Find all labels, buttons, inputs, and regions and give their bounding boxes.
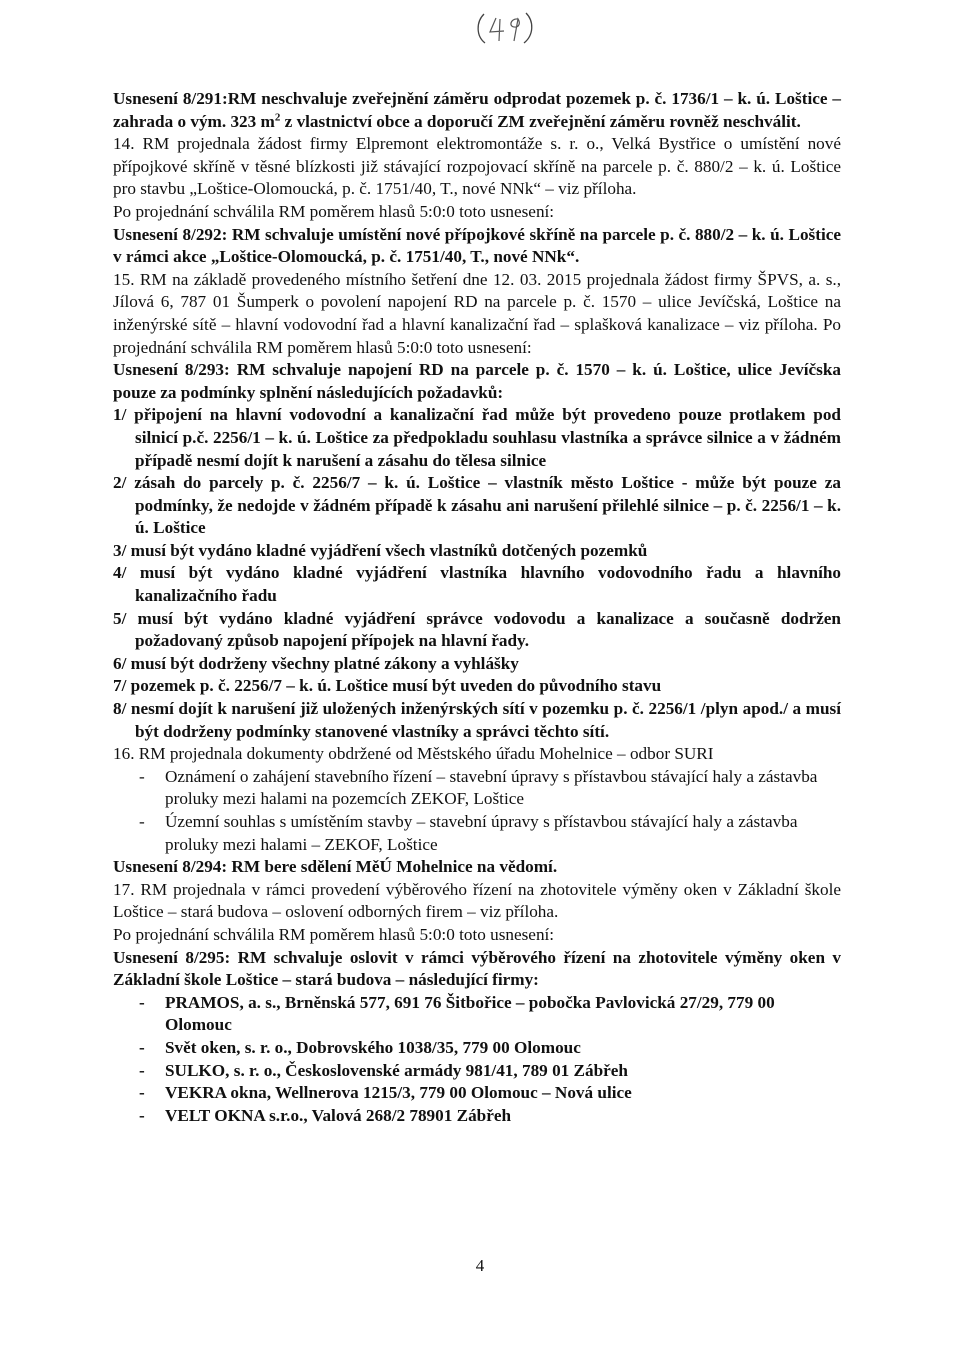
condition-item: 3/ musí být vydáno kladné vyjádření všech vlastníků dotčených pozemků: [113, 540, 648, 560]
condition-item: 5/ musí být vydáno kladné vyjádření správce vodovodu a kanalizace a současně dodržen požadovaný způsob napojení přípojek na hlavní řady.: [113, 608, 841, 651]
condition-item: 7/ pozemek p. č. 2256/7 – k. ú. Loštice musí být uveden do původního stavu: [113, 676, 662, 696]
list-item: - PRAMOS, a. s., Brněnská 577, 691 76 Šitbořice – pobočka Pavlovická 27/29, 779 00 Olomouc: [139, 992, 841, 1037]
item-15-text: 15. RM na základě provedeného místního šetření dne 12. 03. 2015 projednala žádost firmy ŠPVS, a. s., Jílová 6, 787 01 Šumperk o povolení napojení RD na parcele p. č. 1570 – ulice Jevíčská, Loštice na inženýrské sítě – hlavní vodovodní řad a hlavní kanalizační řad – splašková kanalizace – viz příloha. Po projednání schválila RM poměrem hlasů 5:0:0 toto usnesení:: [113, 269, 841, 357]
list-item: - VELT OKNA s.r.o., Valová 268/2 78901 Zábřeh: [139, 1105, 841, 1128]
handwritten-page-mark: [474, 10, 536, 46]
resolution-8-293: Usnesení 8/293: RM schvaluje napojení RD na parcele p. č. 1570 – k. ú. Loštice, ulice Jevíčska pouze za podmínky splnění následujících požadavků:: [113, 360, 841, 402]
resolution-text: Usnesení 8/291:RM neschvaluje zveřejnění záměru odprodat pozemek p. č. 1736/1 – k. ú. Loštice – zahrada o vým. 323 m: [113, 89, 841, 131]
page-number: 4: [475, 1256, 485, 1275]
list-item: - Územní souhlas s umístěním stavby – stavební úpravy s přístavbou stávající haly a zástavba proluky mezi halami – ZEKOF, Loštice: [139, 811, 841, 856]
list-item: - VEKRA okna, Wellnerova 1215/3, 779 00 Olomouc – Nová ulice: [139, 1082, 841, 1105]
item-14-vote: Po projednání schválila RM poměrem hlasů 5:0:0 toto usnesení:: [113, 201, 555, 221]
resolution-text-cont: z vlastnictví obce a doporučí ZM zveřejnění záměru rovněž neschválit.: [280, 111, 801, 131]
resolution-8-294: Usnesení 8/294: RM bere sdělení MěÚ Mohelnice na vědomí.: [113, 857, 558, 877]
item-16-text: 16. RM projednala dokumenty obdržené od Městského úřadu Mohelnice – odbor SURI: [113, 744, 714, 764]
conditions-list: [113, 404, 841, 743]
list-item: - Oznámení o zahájení stavebního řízení – stavební úpravy s přístavbou stávající haly a zástavba proluky mezi halami na pozemcích ZEKOF, Loštice: [139, 766, 841, 811]
item-17-text: 17. RM projednala v rámci provedení výběrového řízení na zhotovitele výměny oken v Základní škole Loštice – stará budova – oslovení odborných firem – viz příloha.: [113, 879, 841, 922]
resolution-8-295: Usnesení 8/295: RM schvaluje oslovit v rámci výběrového řízení na zhotovitele výměny oken v Základní škole Loštice – stará budova – následující firmy:: [113, 947, 841, 990]
condition-item: 1/ připojení na hlavní vodovodní a kanalizační řad může být provedeno pouze protlakem pod silnicí p.č. 2256/1 – k. ú. Loštice za předpokladu souhlasu vlastníka a správce silnice a v žádném případě nesmí dojít k narušení a zásahu do tělesa silnice: [113, 405, 841, 470]
condition-item: 2/ zásah do parcely p. č. 2256/7 – k. ú. Loštice – vlastník město Loštice - může být pouze za podmínky, že nedojde v žádném případě k zásahu ani narušení přilehlé silnice – p. č. 2256/1 – k. ú. Loštice: [113, 473, 841, 538]
item-17-vote: Po projednání schválila RM poměrem hlasů 5:0:0 toto usnesení:: [113, 924, 555, 944]
condition-item: 4/ musí být vydáno kladné vyjádření vlastníka hlavního vodovodního řadu a hlavního kanalizačního řadu: [113, 563, 841, 606]
documents-list: [113, 766, 841, 856]
list-item: - SULKO, s. r. o., Československé armády 981/41, 789 01 Zábřeh: [139, 1060, 841, 1083]
resolution-8-292: Usnesení 8/292: RM schvaluje umístění nové přípojkové skříně na parcele p. č. 880/2 – k. ú. Loštice v rámci akce „Loštice-Olomoucká, p. č. 1751/40, T., nové NNk“.: [113, 224, 841, 267]
superscript: 2: [274, 110, 281, 123]
document-body: [113, 88, 841, 1127]
item-14-text: 14. RM projednala žádost firmy Elpremont elektromontáže s. r. o., Velká Bystřice o umístění nové přípojkové skříně v těsné blízkosti již stávající rozpojovací skříně na parcele p. č. 880/2 – k. ú. Loštice pro stavbu „Loštice-Olomoucká, p. č. 1751/40, T., nové NNk“ – viz příloha.: [113, 134, 841, 199]
firms-list: [113, 992, 841, 1128]
resolution-8-291: [113, 88, 841, 133]
condition-item: 8/ nesmí dojít k narušení již uložených inženýrských sítí v pozemku p. č. 2256/1 /plyn apod./ a musí být dodrženy podmínky stanovené vlastníky a správci těchto sítí.: [113, 699, 841, 741]
condition-item: 6/ musí být dodrženy všechny platné zákony a vyhlášky: [113, 653, 519, 673]
list-item: - Svět oken, s. r. o., Dobrovského 1038/35, 779 00 Olomouc: [139, 1037, 841, 1060]
